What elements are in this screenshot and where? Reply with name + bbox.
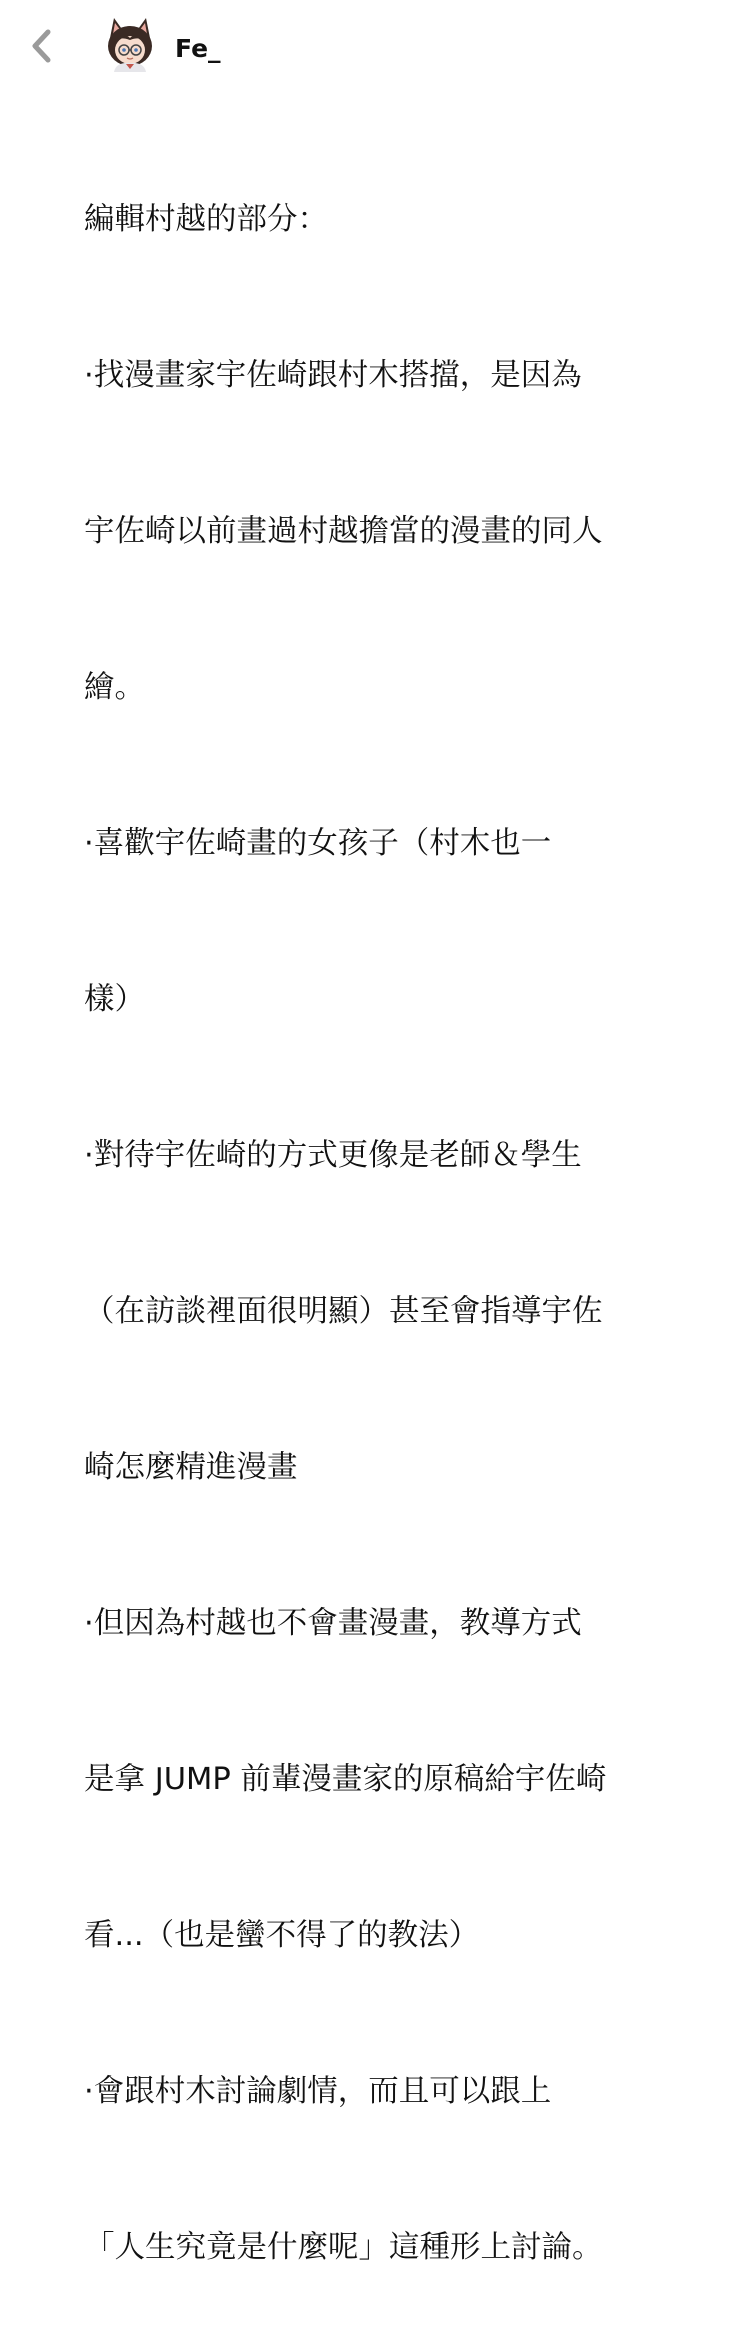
post-line: 編輯村越的部分： [84,202,328,237]
post-line: 宇佐崎以前畫過村越擔當的漫畫的同人 [84,514,603,549]
post-line: ·找漫畫家宇佐崎跟村木搭擋，是因為 [84,358,582,393]
username[interactable]: Fe_ [175,34,221,63]
cat-girl-avatar-icon [104,16,156,72]
post-header [0,0,750,90]
post-line: ·但因為村越也不會畫漫畫，教導方式 [84,1606,582,1641]
avatar[interactable] [104,16,156,72]
post-line: 樣） [84,982,145,1017]
post-line: ·會跟村木討論劇情，而且可以跟上 [84,2074,552,2109]
post-line: 是拿 JUMP 前輩漫畫家的原稿給宇佐崎 [84,1762,607,1797]
post-line: 看...（也是蠻不得了的教法） [84,1918,480,1953]
post-line: （在訪談裡面很明顯）甚至會指導宇佐 [84,1294,603,1329]
back-button[interactable] [26,26,60,66]
post-line: 崎怎麼精進漫畫 [84,1450,298,1485]
post-line: 繪。 [84,670,145,705]
post-line: ·喜歡宇佐崎畫的女孩子（村木也一 [84,826,552,861]
chevron-left-icon[interactable] [26,26,60,66]
post-line: ·對待宇佐崎的方式更像是老師＆學生 [84,1138,582,1173]
post-body [84,90,704,2326]
post-line: 「人生究竟是什麼呢」這種形上討論。 [84,2230,603,2265]
